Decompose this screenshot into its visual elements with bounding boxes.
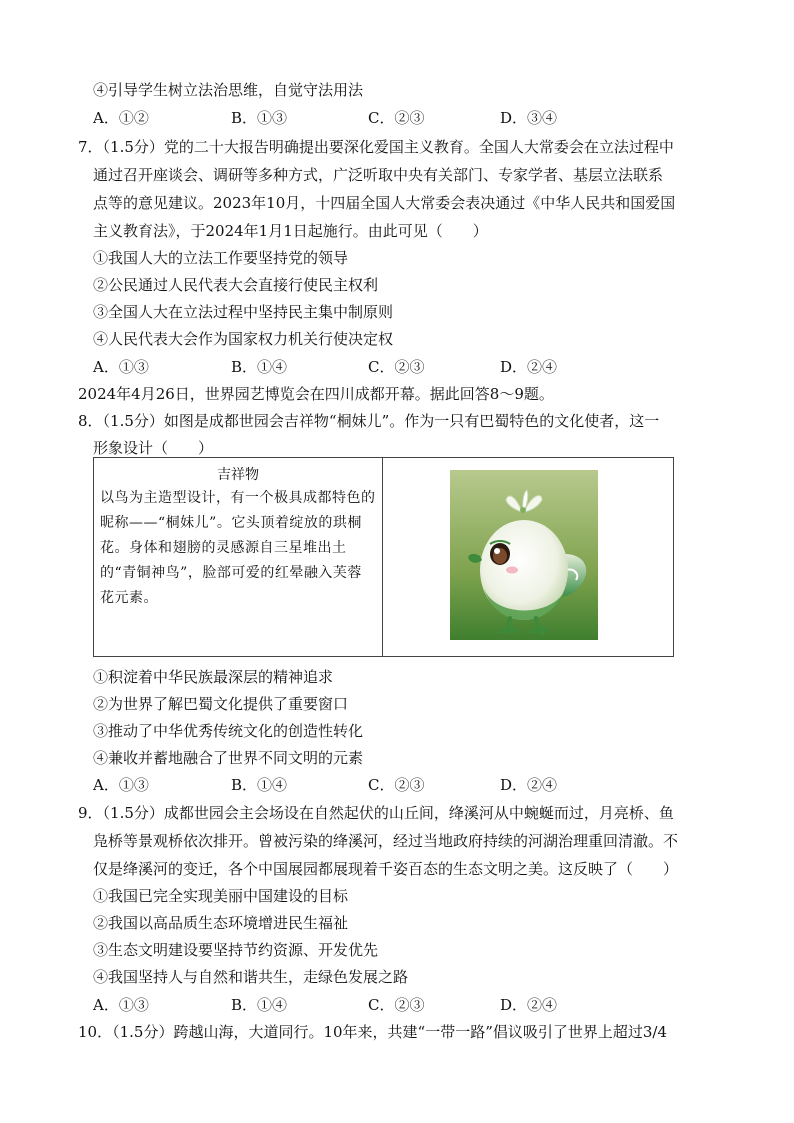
q6-option-b: B．①③ [231,109,288,127]
q9-option-c: C．②③ [368,996,425,1014]
mascot-image-cell [383,458,673,656]
q8-item-1: ①积淀着中华民族最深层的精神追求 [93,668,334,686]
q8-item-2: ②为世界了解巴蜀文化提供了重要窗口 [93,695,349,713]
q7-stem-line-3: 点等的意见建议。2023年10月，十四届全国人大常委会表决通过《中华人民共和国爱国 [93,194,676,212]
mascot-description: 以鸟为主造型设计，有一个极具成都特色的昵称——“桐妹儿”。它头顶着绽放的珙桐花。身体和翅膀的灵感源自三星堆出土的“青铜神鸟”，脸部可爱的红晕融入芙蓉花元素。 [100,490,376,606]
q8-item-3: ③推动了中华优秀传统文化的创造性转化 [93,722,364,740]
q8-option-b: B．①④ [231,776,288,794]
q8-option-a: A．①③ [93,776,149,794]
q7-option-d: D．②④ [500,358,558,376]
mascot-title: 吉祥物 [217,467,259,483]
q9-option-a: A．①③ [93,996,149,1014]
q7-stem-line-2: 通过召开座谈会、调研等多种方式，广泛听取中央有关部门、专家学者、基层立法联系 [93,166,664,184]
q7-item-3: ③全国人大在立法过程中坚持民主集中制原则 [93,303,394,321]
q9-item-4: ④我国坚持人与自然和谐共生，走绿色发展之路 [93,968,409,986]
mascot-table [93,457,674,657]
q9-item-3: ③生态文明建设要坚持节约资源、开发优先 [93,941,379,959]
q7-stem-line-4: 主义教育法》，于2024年1月1日起施行。由此可见（ ） [93,222,488,240]
q9-option-b: B．①④ [231,996,288,1014]
mascot-description-cell [94,458,383,656]
q7-stem-line-1: 7．（1.5分）党的二十大报告明确提出要深化爱国主义教育。全国人大常委会在立法过程中 [78,138,674,156]
q7-item-4: ④人民代表大会作为国家权力机关行使决定权 [93,330,394,348]
section-intro: 2024年4月26日，世界园艺博览会在四川成都开幕。据此回答8～9题。 [78,385,554,403]
q8-item-4: ④兼收并蓄地融合了世界不同文明的元素 [93,749,364,767]
q7-option-a: A．①③ [93,358,149,376]
q10-stem-line-1: 10．（1.5分）跨越山海，大道同行。10年来，共建“一带一路”倡议吸引了世界上超过3/4 [78,1023,668,1041]
q8-option-c: C．②③ [368,776,425,794]
q9-option-d: D．②④ [500,996,558,1014]
q9-stem-line-2: 凫桥等景观桥依次排开。曾被污染的绛溪河，经过当地政府持续的河湖治理重回清澈。不 [93,832,679,850]
q9-stem-line-1: 9．（1.5分）成都世园会主会场设在自然起伏的山丘间，绛溪河从中蜿蜒而过，月亮桥、鱼 [78,804,674,822]
q8-option-d: D．②④ [500,776,558,794]
q8-stem-line-1: 8．（1.5分）如图是成都世园会吉祥物“桐妹儿”。作为一只有巴蜀特色的文化使者，这一 [78,412,660,430]
q6-option-c: C．②③ [368,109,425,127]
q7-option-c: C．②③ [368,358,425,376]
q7-option-b: B．①④ [231,358,288,376]
q9-item-1: ①我国已完全实现美丽中国建设的目标 [93,887,349,905]
mascot-illustration [450,470,598,640]
q6-option-d: D．③④ [500,109,558,127]
q7-item-2: ②公民通过人民代表大会直接行使民主权利 [93,276,379,294]
q7-item-1: ①我国人大的立法工作要坚持党的领导 [93,249,349,267]
q9-item-2: ②我国以高品质生态环境增进民生福祉 [93,914,349,932]
q9-stem-line-3: 仅是绛溪河的变迁，各个中国展园都展现着千姿百态的生态文明之美。这反映了（ ） [93,860,679,878]
q8-stem-line-2: 形象设计（ ） [93,439,214,457]
q6-option-a: A．①② [93,109,149,127]
q6-item-4: ④引导学生树立法治思维，自觉守法用法 [93,81,364,99]
